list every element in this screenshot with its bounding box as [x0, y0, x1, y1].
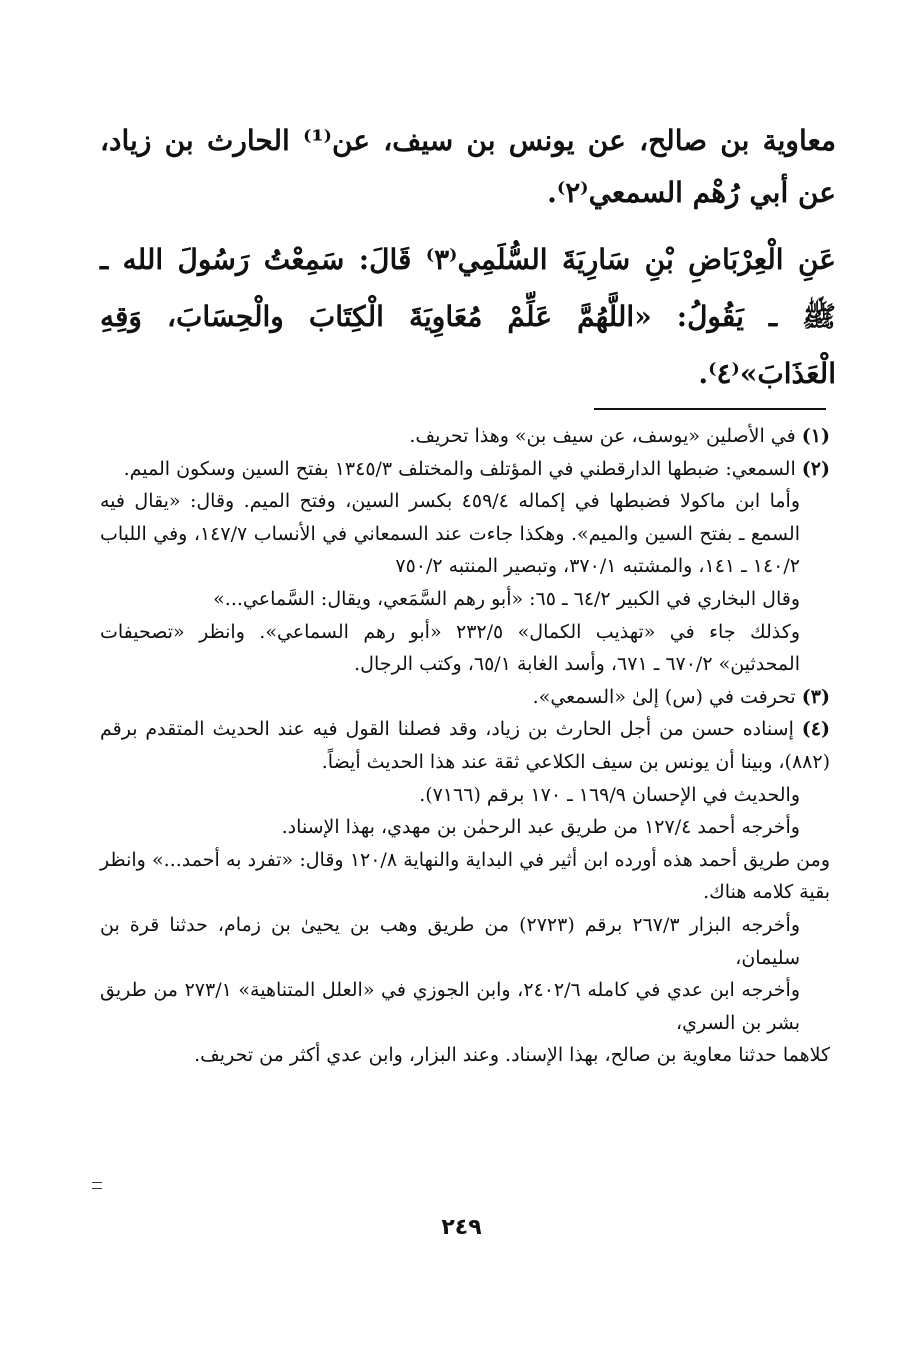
- footnote-4-continuation: [100, 1039, 830, 1072]
- footnote-text: كلاهما حدثنا معاوية بن صالح، بهذا الإسناد. وعند البزار، وابن عدي أكثر من تحريف.: [194, 1044, 830, 1067]
- footnote-4-continuation: [100, 811, 830, 844]
- footnote-1: [100, 420, 830, 453]
- footnote-text: في الأصلين «يوسف، عن سيف بن» وهذا تحريف.: [409, 425, 796, 447]
- footnote-text: وقال البخاري في الكبير ٦٤/٢ ـ ٦٥: «أبو رهم السَّمَعي، ويقال: السَّماعي...»: [213, 587, 800, 610]
- footnote-text: وأخرجه البزار ٢٦٧/٣ برقم (٢٧٢٣) من طريق وهب بن يحيىٰ بن زمام، حدثنا قرة بن سليمان،: [100, 913, 800, 969]
- footnote-number: (١): [801, 425, 830, 447]
- footnote-4-continuation: [100, 779, 830, 812]
- hadith-paragraph: عَنِ الْعِرْبَاضِ بْنِ سَارِيَةَ السُّلَمِي⁽٣⁾ قَالَ: سَمِعْتُ رَسُولَ الله ـ ﷺ ـ يَقُولُ: «اللَّهُمَّ عَلِّمْ مُعَاوِيَةَ الْكِتَابَ والْحِسَابَ، وَقِهِ الْعَذَابَ»⁽٤⁾.: [100, 243, 836, 390]
- footnote-number: (٤): [801, 718, 830, 741]
- footnote-number: (٢): [801, 457, 830, 480]
- footnote-text: وأخرجه ابن عدي في كامله ٢٤٠٢/٦، وابن الجوزي في «العلل المتناهية» ٢٧٣/١ من طريق بشر بن السري،: [100, 979, 800, 1034]
- footnote-text: وكذلك جاء في «تهذيب الكمال» ٢٣٢/٥ «أبو رهم السماعي». وانظر «تصحيفات المحدثين» ٦٧٠/٢ ـ ٦٧١، وأسد الغابة ٦٥/١، وكتب الرجال.: [100, 620, 800, 676]
- page-number: ٢٤٩: [441, 1215, 482, 1240]
- footnote-3: [100, 681, 830, 714]
- footnote-4-continuation: [100, 909, 830, 974]
- footnote-4-continuation: [100, 974, 830, 1039]
- footnote-2-continuation: [100, 485, 830, 583]
- isnad-paragraph: معاوية بن صالح، عن يونس بن سيف، عن⁽¹⁾ الحارث بن زياد، عن أبي رُهْم السمعي⁽٢⁾.: [100, 124, 836, 209]
- footnote-2-continuation: [100, 583, 830, 616]
- footnote-number: (٣): [801, 685, 830, 708]
- margin-mark: [92, 1182, 102, 1189]
- footnote-text: وأخرجه أحمد ١٢٧/٤ من طريق عبد الرحمٰن بن مهدي، بهذا الإسناد.: [281, 816, 800, 839]
- main-text: [100, 115, 836, 402]
- footnote-4-continuation: [100, 844, 830, 909]
- footnotes: [100, 420, 830, 1072]
- footnote-text: السمعي: ضبطها الدارقطني في المؤتلف والمختلف ١٣٤٥/٣ بفتح السين وسكون الميم.: [123, 457, 796, 480]
- footnote-text: تحرفت في (س) إلىٰ «السمعي».: [532, 685, 796, 708]
- footnote-separator: [594, 408, 826, 410]
- footnote-text: وأما ابن ماكولا فضبطها في إكماله ٤٥٩/٤ بكسر السين، وفتح الميم. وقال: «يقال فيه السمع ـ بفتح السين والميم». وهكذا جاءت عند السمعاني في الأنساب ١٤٧/٧، وفي اللباب ١٤٠/٢ ـ ١٤١، والمشتبه ٣٧٠/١، وتبصير المنتبه ٧٥٠/٢: [100, 490, 800, 578]
- footnote-text: ومن طريق أحمد هذه أورده ابن أثير في البداية والنهاية ١٢٠/٨ وقال: «تفرد به أحمد...» وانظر بقية كلامه هناك.: [100, 848, 830, 904]
- footnote-2-continuation: [100, 616, 830, 681]
- footnote-text: والحديث في الإحسان ١٦٩/٩ ـ ١٧٠ برقم (٧١٦٦).: [419, 783, 800, 806]
- footnote-text: إسناده حسن من أجل الحارث بن زياد، وقد فصلنا القول فيه عند الحديث المتقدم برقم (٨٨٢)، وبينا أن يونس بن سيف الكلاعي ثقة عند هذا الحديث أيضاً.: [100, 718, 830, 773]
- footnote-4: [100, 713, 830, 778]
- footnote-2: [100, 453, 830, 486]
